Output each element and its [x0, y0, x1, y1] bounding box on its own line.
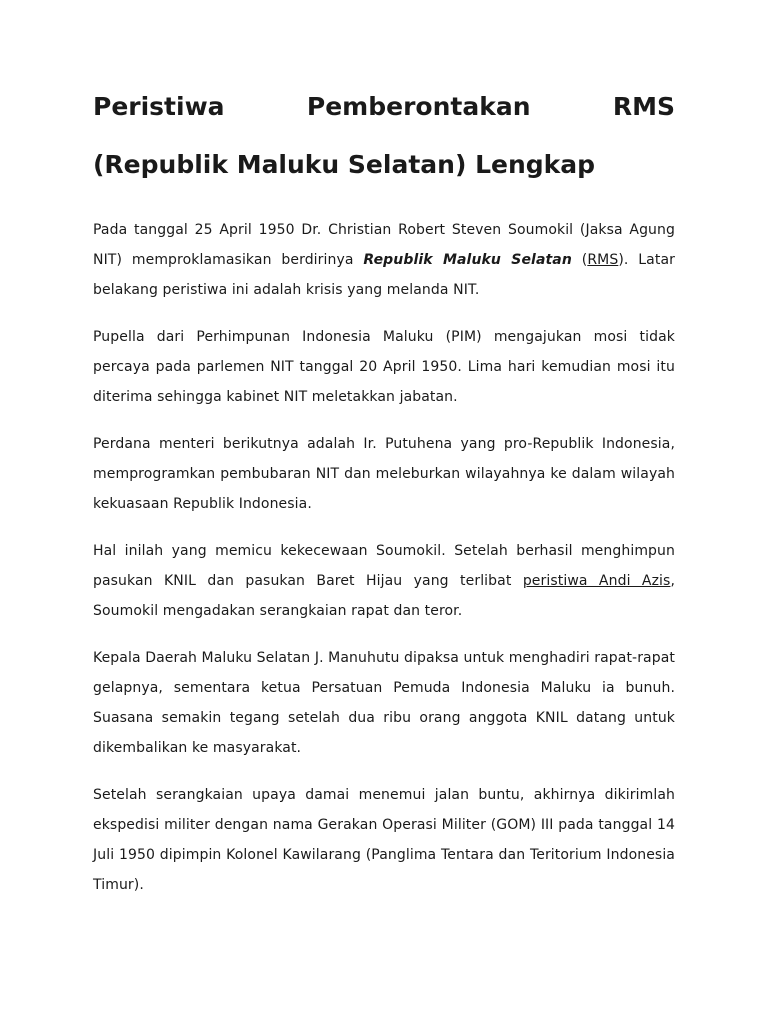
- paragraph-3: Perdana menteri berikutnya adalah Ir. Putuhena yang pro-Republik Indonesia, memprogramkan pembubaran NIT dan meleburkan wilayahnya ke dalam wilayah kekuasaan Republik Indonesia.: [93, 436, 675, 512]
- rms-link[interactable]: RMS: [587, 252, 619, 268]
- title-word: RMS: [612, 92, 675, 121]
- title-word: Peristiwa: [93, 92, 225, 121]
- document-page: [93, 78, 675, 917]
- andi-azis-link[interactable]: peristiwa Andi Azis: [522, 573, 671, 589]
- paragraph-5: Kepala Daerah Maluku Selatan J. Manuhutu dipaksa untuk menghadiri rapat-rapat gelapnya, sementara ketua Persatuan Pemuda Indonesia Maluku ia bunuh. Suasana semakin tegang setelah dua ribu orang anggota KNIL datang untuk dikembalikan ke masyarakat.: [93, 650, 675, 756]
- title-line-1: [93, 78, 675, 136]
- paragraph-text: Hal inilah yang memicu kekecewaan Soumokil. Setelah berhasil menghimpun pasukan KNIL dan pasukan Baret Hijau yang terlibat: [93, 543, 675, 589]
- paragraph-text: (: [571, 252, 588, 268]
- title-line-2: (Republik Maluku Selatan) Lengkap: [93, 150, 596, 179]
- paragraph-2: Pupella dari Perhimpunan Indonesia Maluku (PIM) mengajukan mosi tidak percaya pada parlemen NIT tanggal 20 April 1950. Lima hari kemudian mosi itu diterima sehingga kabinet NIT meletakkan jabatan.: [93, 329, 675, 405]
- bold-term: Republik Maluku Selatan: [363, 252, 572, 268]
- paragraph-4: [93, 536, 675, 626]
- paragraph-1: [93, 215, 675, 305]
- paragraph-6: Setelah serangkaian upaya damai menemui jalan buntu, akhirnya dikirimlah ekspedisi militer dengan nama Gerakan Operasi Militer (GOM) III pada tanggal 14 Juli 1950 dipimpin Kolonel Kawilarang (Panglima Tentara dan Teritorium Indonesia Timur).: [93, 787, 675, 893]
- document-title: [93, 78, 675, 194]
- paragraph-text: , Soumokil mengadakan serangkaian rapat dan teror.: [93, 573, 676, 619]
- paragraph-text: ). Latar belakang peristiwa ini adalah krisis yang melanda NIT.: [93, 252, 675, 298]
- paragraph-text: Pada tanggal 25 April 1950 Dr. Christian Robert Steven Soumokil (Jaksa Agung NIT) memproklamasikan berdirinya: [93, 222, 675, 268]
- title-word: Pemberontakan: [306, 92, 531, 121]
